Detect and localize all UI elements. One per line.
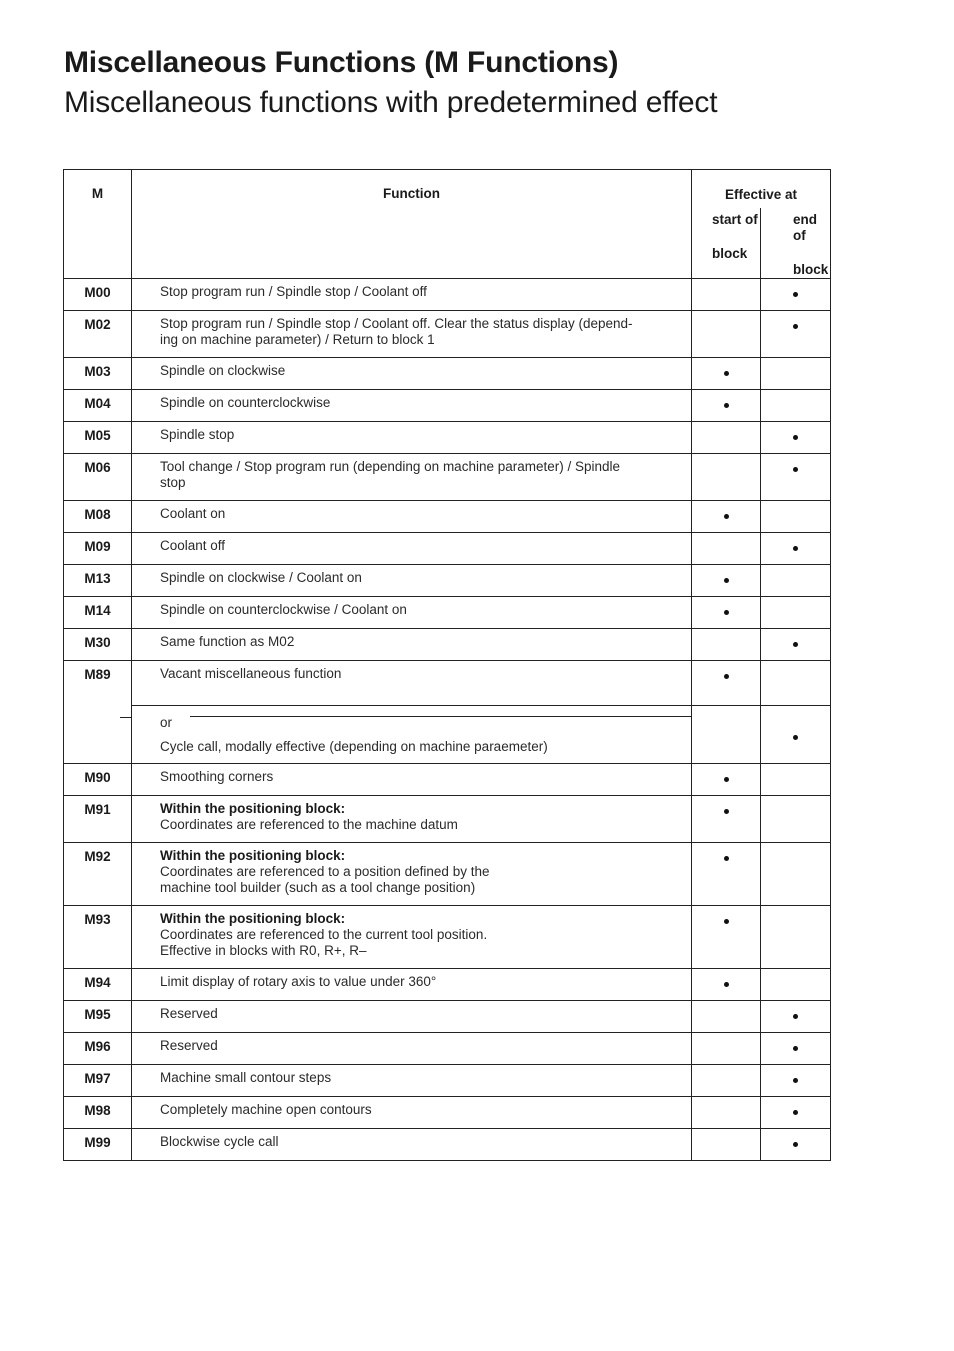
effective-dot-icon [724, 514, 729, 519]
effective-dot-icon [793, 735, 798, 740]
function-line: Tool change / Stop program run (depending on machine parameter) / Spindle [160, 459, 621, 474]
start-of-block-cell [692, 1129, 761, 1161]
end-of-block-cell [761, 1065, 831, 1097]
effective-dot-icon [724, 674, 729, 679]
function-line: Same function as M02 [160, 634, 295, 649]
function-text [132, 311, 692, 358]
effective-dot-icon [724, 610, 729, 615]
table-row [64, 565, 831, 597]
table-row [64, 706, 831, 764]
table-row [64, 454, 831, 501]
start-of-block-cell [692, 565, 761, 597]
m-code: M89 [64, 661, 132, 706]
m-code: M13 [64, 565, 132, 597]
table-row [64, 661, 831, 706]
end-of-block-cell [761, 1001, 831, 1033]
table-row [64, 796, 831, 843]
table-row [64, 764, 831, 796]
function-line: Spindle on counterclockwise / Coolant on [160, 602, 407, 617]
function-line: machine tool builder (such as a tool change position) [160, 880, 476, 895]
effective-dot-icon [724, 578, 729, 583]
function-lead: Within the positioning block: [160, 801, 346, 816]
header-effective-at: Effective at [692, 170, 831, 209]
or-divider [190, 716, 692, 717]
table-row [64, 1097, 831, 1129]
start-of-block-cell [692, 533, 761, 565]
m-code: M93 [64, 906, 132, 969]
end-of-block-cell [761, 501, 831, 533]
table-row [64, 1129, 831, 1161]
function-text [132, 796, 692, 843]
start-of-block-cell [692, 1097, 761, 1129]
m-code: M02 [64, 311, 132, 358]
start-of-block-cell [692, 1033, 761, 1065]
function-line: Spindle on clockwise [160, 363, 286, 378]
function-text [132, 358, 692, 390]
function-line: Coordinates are referenced to the machine datum [160, 817, 458, 832]
m-functions-table [63, 169, 831, 1161]
m-code: M06 [64, 454, 132, 501]
end-of-block-cell [761, 390, 831, 422]
m-code: M00 [64, 279, 132, 311]
effective-dot-icon [793, 435, 798, 440]
function-line: Spindle stop [160, 427, 235, 442]
effective-dot-icon [724, 777, 729, 782]
m-code: M95 [64, 1001, 132, 1033]
function-text-alt: Cycle call, modally effective (depending on machine paraemeter) [160, 739, 548, 754]
function-line: Smoothing corners [160, 769, 274, 784]
function-line: Limit display of rotary axis to value under 360° [160, 974, 437, 989]
start-of-block-cell [692, 311, 761, 358]
end-of-block-cell [761, 358, 831, 390]
function-line: Coolant off [160, 538, 226, 553]
m-code: M03 [64, 358, 132, 390]
m-code: M97 [64, 1065, 132, 1097]
function-line: Coordinates are referenced to the current tool position. [160, 927, 488, 942]
m-code-cell [64, 706, 132, 764]
function-text [132, 906, 692, 969]
effective-dot-icon [724, 856, 729, 861]
function-text [132, 1097, 692, 1129]
or-tick [120, 717, 132, 718]
effective-dot-icon [793, 324, 798, 329]
end-of-block-cell [761, 969, 831, 1001]
end-of-block-cell [761, 796, 831, 843]
start-of-block-cell [692, 390, 761, 422]
table-row [64, 969, 831, 1001]
effective-dot-icon [793, 1014, 798, 1019]
function-line: Blockwise cycle call [160, 1134, 279, 1149]
start-of-block-cell [692, 706, 761, 764]
header-end-of-block: end of block [761, 208, 831, 279]
start-of-block-cell [692, 597, 761, 629]
header-start-of-block: start of block [692, 208, 761, 279]
start-of-block-cell [692, 422, 761, 454]
effective-dot-icon [793, 1142, 798, 1147]
effective-dot-icon [793, 1110, 798, 1115]
end-of-block-cell [761, 629, 831, 661]
function-text [132, 843, 692, 906]
start-of-block-cell [692, 661, 761, 706]
function-line: Completely machine open contours [160, 1102, 372, 1117]
function-line: Machine small contour steps [160, 1070, 332, 1085]
function-text [132, 969, 692, 1001]
end-of-block-cell [761, 1033, 831, 1065]
start-of-block-cell [692, 1065, 761, 1097]
end-of-block-cell [761, 1097, 831, 1129]
effective-dot-icon [724, 371, 729, 376]
function-line: Coordinates are referenced to a position defined by the [160, 864, 490, 879]
table-row [64, 279, 831, 311]
function-line: Reserved [160, 1038, 218, 1053]
function-line: Stop program run / Spindle stop / Coolant off [160, 284, 427, 299]
table-row [64, 390, 831, 422]
effective-dot-icon [793, 1078, 798, 1083]
function-text [132, 565, 692, 597]
m-code: M91 [64, 796, 132, 843]
effective-dot-icon [724, 403, 729, 408]
start-of-block-cell [692, 1001, 761, 1033]
m-code: M92 [64, 843, 132, 906]
end-of-block-cell [761, 454, 831, 501]
function-text [132, 764, 692, 796]
function-line: Spindle on clockwise / Coolant on [160, 570, 362, 585]
effective-dot-icon [793, 292, 798, 297]
end-of-block-cell [761, 906, 831, 969]
function-line: Stop program run / Spindle stop / Coolant off. Clear the status display (depend- [160, 316, 633, 331]
table-row [64, 501, 831, 533]
m-code: M99 [64, 1129, 132, 1161]
function-line: ing on machine parameter) / Return to block 1 [160, 332, 435, 347]
function-line: Coolant on [160, 506, 226, 521]
start-of-block-cell [692, 969, 761, 1001]
m-code: M94 [64, 969, 132, 1001]
or-label: or [160, 715, 173, 730]
function-text: Vacant miscellaneous function [132, 661, 692, 706]
m-code: M98 [64, 1097, 132, 1129]
effective-dot-icon [793, 467, 798, 472]
function-text [132, 629, 692, 661]
effective-dot-icon [724, 919, 729, 924]
start-of-block-cell [692, 629, 761, 661]
end-of-block-cell [761, 565, 831, 597]
header-function: Function [132, 170, 692, 279]
table-row [64, 1001, 831, 1033]
effective-dot-icon [724, 809, 729, 814]
table-row [64, 597, 831, 629]
effective-dot-icon [793, 1046, 798, 1051]
end-of-block-cell [761, 311, 831, 358]
end-of-block-cell [761, 597, 831, 629]
function-text [132, 279, 692, 311]
function-text [132, 501, 692, 533]
function-text [132, 422, 692, 454]
m-code: M08 [64, 501, 132, 533]
function-text [132, 1001, 692, 1033]
start-of-block-cell [692, 764, 761, 796]
end-of-block-cell [761, 706, 831, 764]
table-row [64, 843, 831, 906]
page-subtitle: Miscellaneous functions with predetermined effect [64, 86, 718, 119]
function-line: Spindle on counterclockwise [160, 395, 331, 410]
table-row [64, 358, 831, 390]
m-code: M30 [64, 629, 132, 661]
effective-dot-icon [793, 546, 798, 551]
m-code: M14 [64, 597, 132, 629]
end-of-block-cell [761, 661, 831, 706]
function-text [132, 706, 692, 764]
effective-dot-icon [793, 642, 798, 647]
start-of-block-cell [692, 843, 761, 906]
start-of-block-cell [692, 454, 761, 501]
function-lead: Within the positioning block: [160, 848, 346, 863]
table-row [64, 629, 831, 661]
function-text [132, 1033, 692, 1065]
effective-dot-icon [724, 982, 729, 987]
function-text [132, 454, 692, 501]
start-of-block-cell [692, 796, 761, 843]
m-code: M90 [64, 764, 132, 796]
end-of-block-cell [761, 279, 831, 311]
m-code: M96 [64, 1033, 132, 1065]
end-of-block-cell [761, 764, 831, 796]
m-code: M05 [64, 422, 132, 454]
function-text [132, 1129, 692, 1161]
function-text [132, 597, 692, 629]
start-of-block-cell [692, 279, 761, 311]
m-code: M04 [64, 390, 132, 422]
function-line: Reserved [160, 1006, 218, 1021]
m-code: M09 [64, 533, 132, 565]
end-of-block-cell [761, 533, 831, 565]
table-row [64, 1065, 831, 1097]
function-text [132, 533, 692, 565]
start-of-block-cell [692, 906, 761, 969]
function-line: Effective in blocks with R0, R+, R– [160, 943, 367, 958]
function-line: stop [160, 475, 186, 490]
table-row [64, 1033, 831, 1065]
end-of-block-cell [761, 422, 831, 454]
table-row [64, 311, 831, 358]
end-of-block-cell [761, 843, 831, 906]
start-of-block-cell [692, 358, 761, 390]
header-m: M [64, 170, 132, 279]
table-row [64, 533, 831, 565]
function-text [132, 390, 692, 422]
page-title: Miscellaneous Functions (M Functions) [64, 46, 619, 79]
function-lead: Within the positioning block: [160, 911, 346, 926]
table-row [64, 422, 831, 454]
end-of-block-cell [761, 1129, 831, 1161]
start-of-block-cell [692, 501, 761, 533]
table-row [64, 906, 831, 969]
function-text [132, 1065, 692, 1097]
